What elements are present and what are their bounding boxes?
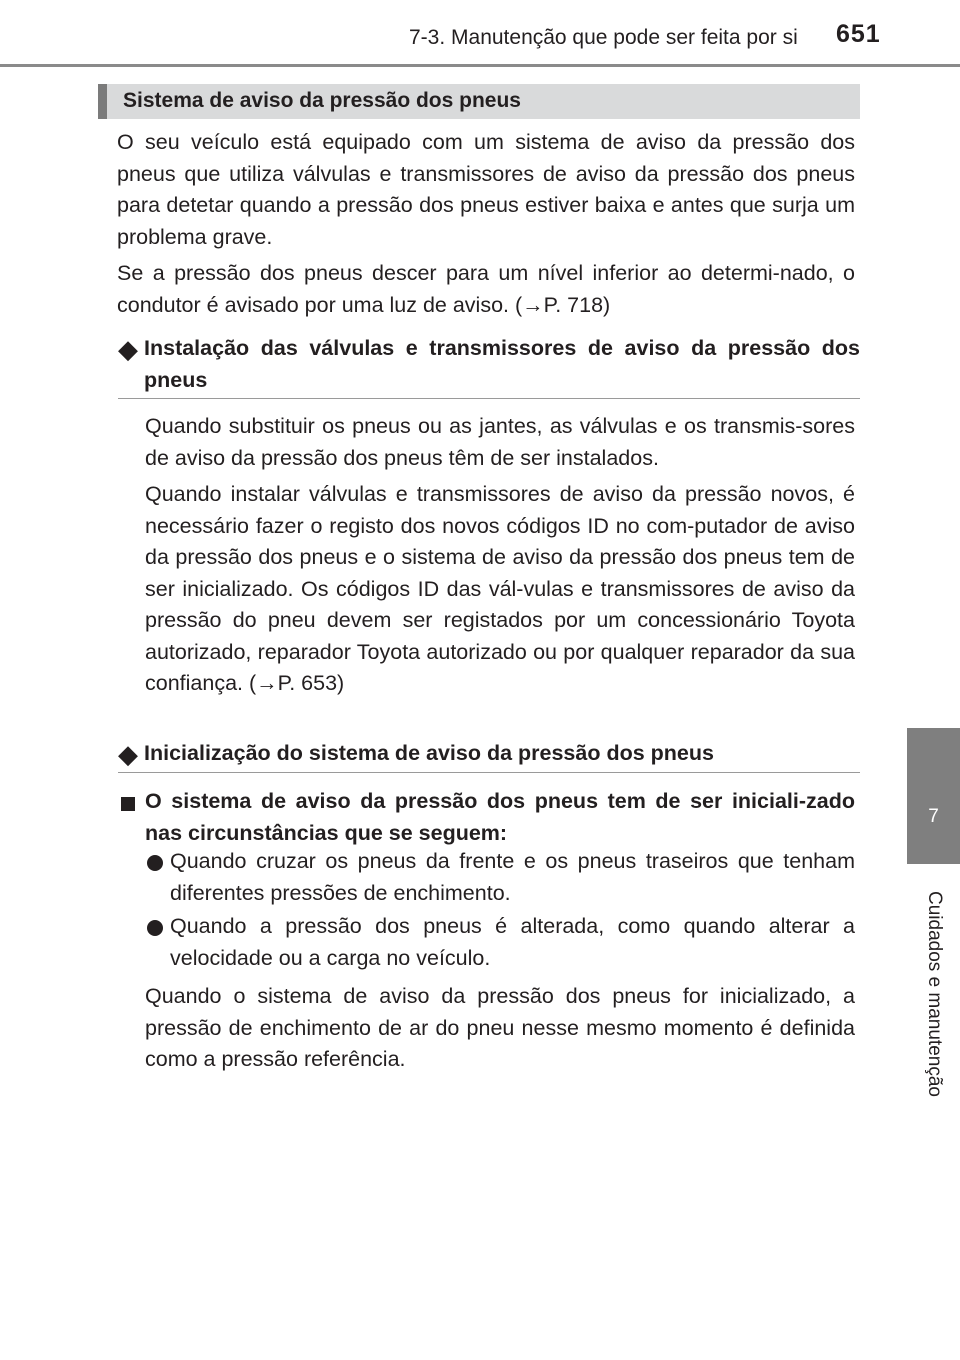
subsection-divider	[118, 398, 860, 399]
page-number: 651	[836, 20, 881, 48]
diamond-icon: ◆	[118, 334, 138, 364]
registration-paragraph: Quando instalar válvulas e transmissores de aviso da pressão novos, é necessário fazer o registo dos novos códigos ID no com-putador de aviso da pressão dos pneus e o sistema de aviso da pressão dos pneus tem de ser inicializado. Os códigos ID das vál-vulas e transmissores de aviso da pressão do pneu devem ser registados por um concessionário Toyota autorizado, reparador Toyota autorizado ou por qualquer reparador da sua confiança. (→P. 653)	[145, 482, 855, 695]
subsection-heading-text: Instalação das válvulas e transmissores de aviso da pressão dos pneus	[144, 336, 860, 392]
warning-light-paragraph: Se a pressão dos pneus descer para um nível inferior ao determi-nado, o condutor é avisado por uma luz de aviso. (→P. 718)	[117, 261, 855, 317]
chapter-side-label	[919, 879, 949, 1109]
installation-paragraph: Quando substituir os pneus ou as jantes, as válvulas e os transmis-sores de aviso da pressão dos pneus têm de ser instalados.	[145, 414, 855, 470]
chapter-title: 7-3. Manutenção que pode ser feita por si	[409, 26, 798, 49]
circle-bullet-icon	[147, 920, 163, 936]
chapter-side-label-text: Cuidados e manutenção	[924, 891, 945, 1097]
intro-paragraph: O seu veículo está equipado com um sistema de aviso da pressão dos pneus que utiliza válvulas e transmissores de aviso da pressão dos pneus para detetar quando a pressão dos pneus estiver baixa e antes que surja um problema grave.	[117, 130, 855, 249]
chapter-tab	[907, 728, 960, 864]
section-title: Sistema de aviso da pressão dos pneus	[123, 89, 521, 112]
subsection-divider	[118, 772, 860, 773]
block-heading: O sistema de aviso da pressão dos pneus tem de ser iniciali-zado nas circunstâncias que se seguem:	[145, 789, 855, 845]
header-divider	[0, 64, 960, 67]
section-title-bar	[98, 84, 860, 119]
subsection-heading-text: Inicialização do sistema de aviso da pressão dos pneus	[144, 741, 714, 765]
bullet-item: Quando a pressão dos pneus é alterada, como quando alterar a velocidade ou a carga no veículo.	[170, 914, 855, 970]
subsection-heading-initialization	[118, 738, 860, 770]
square-bullet-icon	[121, 797, 135, 811]
chapter-tab-number: 7	[928, 806, 939, 827]
subsection-heading-installation	[118, 333, 860, 396]
bullet-item: Quando cruzar os pneus da frente e os pneus traseiros que tenham diferentes pressões de enchimento.	[170, 849, 855, 905]
circle-bullet-icon	[147, 855, 163, 871]
closing-paragraph: Quando o sistema de aviso da pressão dos pneus for inicializado, a pressão de enchimento de ar do pneu nesse mesmo momento é definida como a pressão referência.	[145, 984, 855, 1071]
diamond-icon: ◆	[118, 739, 138, 769]
